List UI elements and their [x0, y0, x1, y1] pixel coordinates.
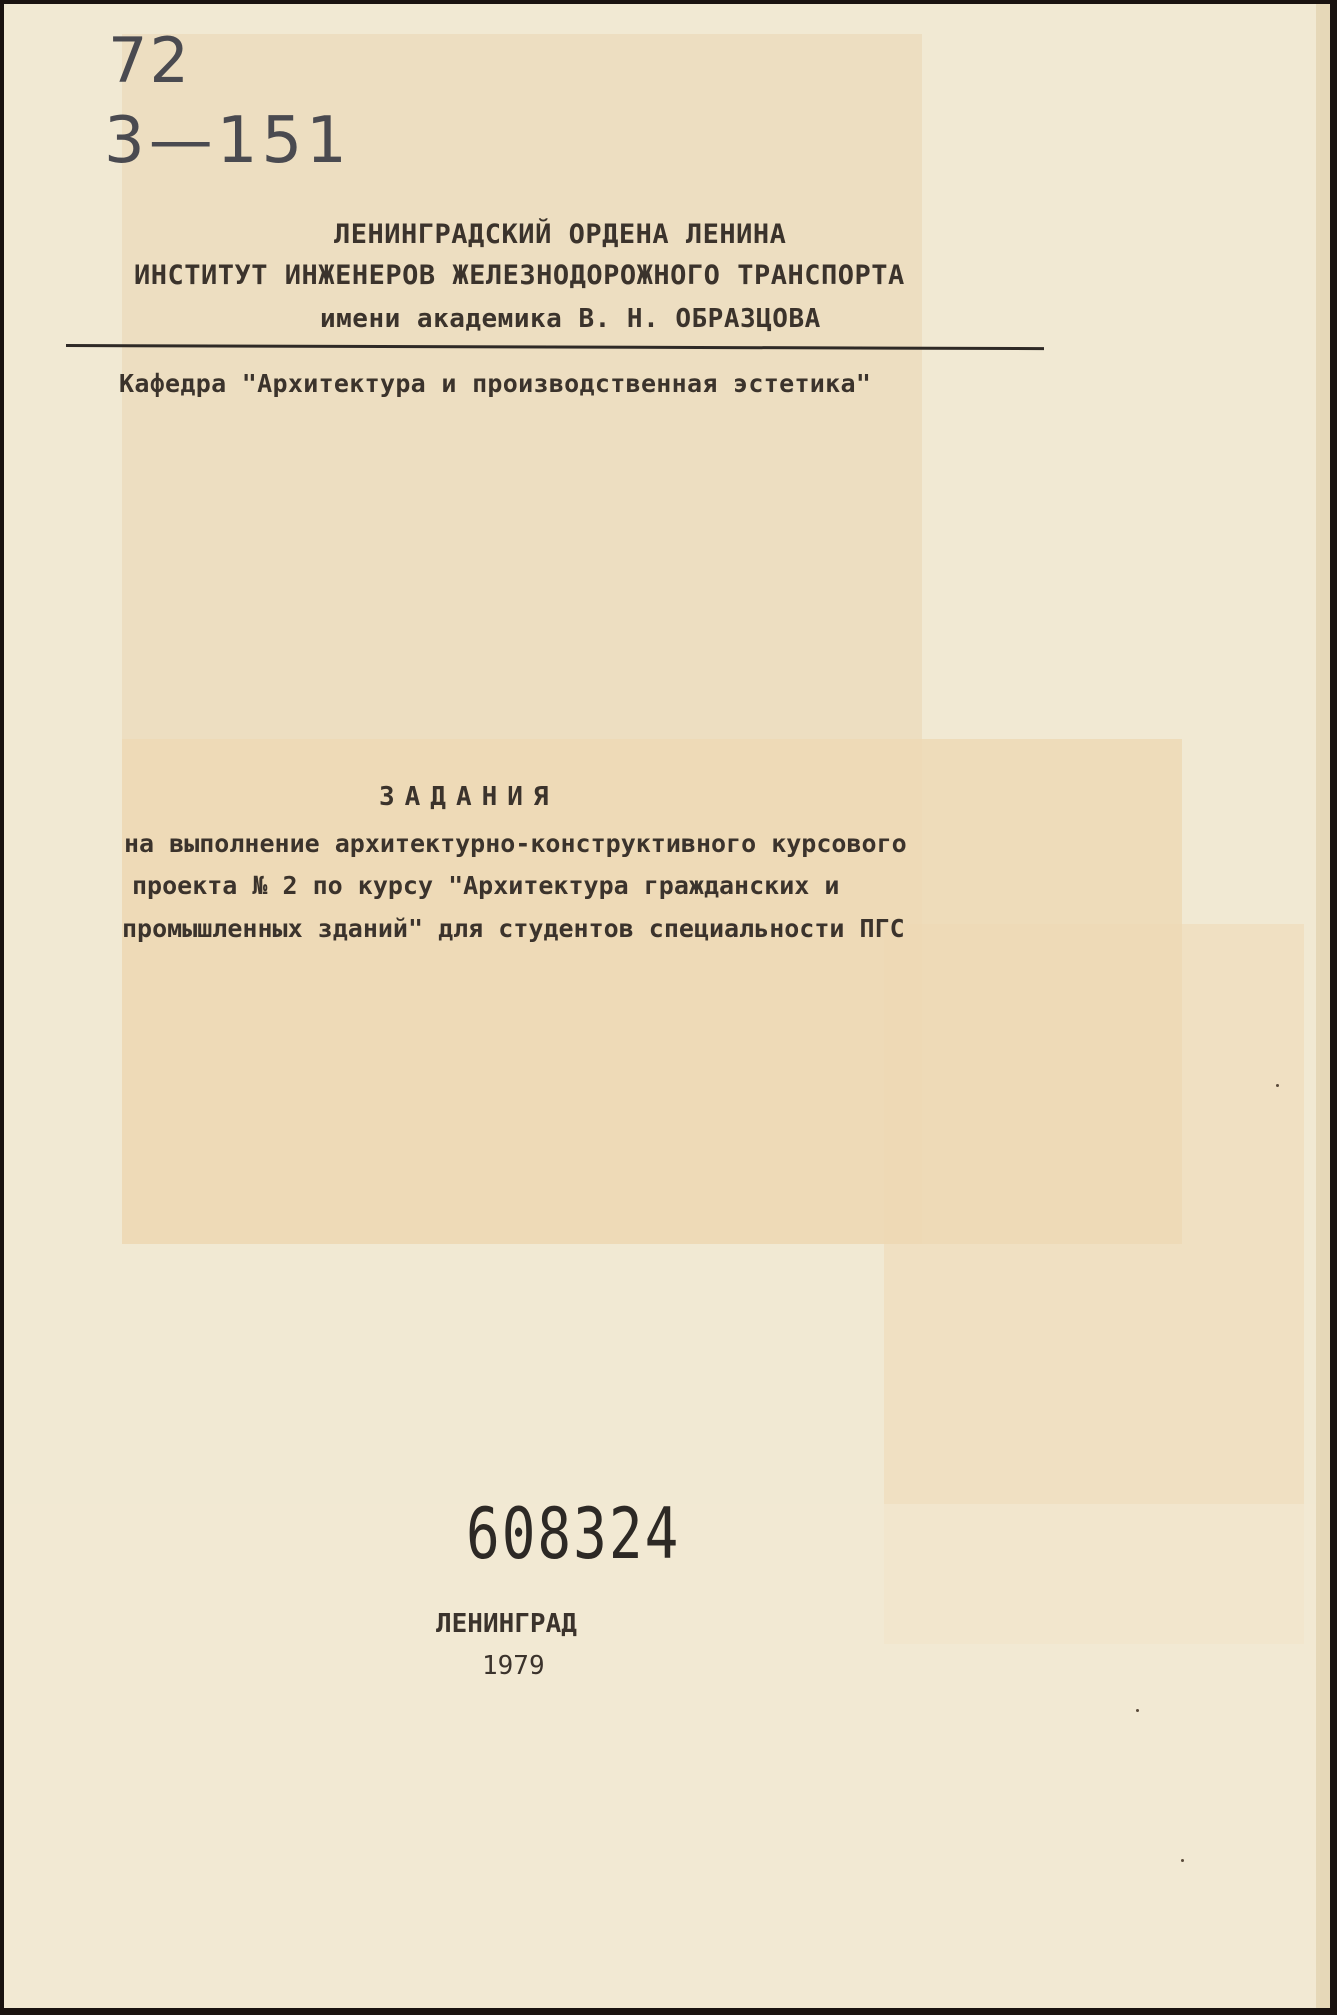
- document-title: ЗАДАНИЯ: [379, 782, 559, 812]
- paper-stain: [4, 1504, 1330, 2008]
- inventory-number-stamp: 608324: [466, 1494, 681, 1576]
- paper-speck: [1136, 1709, 1139, 1712]
- paper-edge: [1316, 4, 1330, 2008]
- paper-speck: [1276, 1084, 1279, 1087]
- publication-city: ЛЕНИНГРАД: [436, 1609, 577, 1639]
- description-line-2: проекта № 2 по курсу "Архитектура гражданских и: [132, 871, 840, 900]
- description-line-1: на выполнение архитектурно-конструктивного курсового: [124, 829, 907, 858]
- institution-line-1: ЛЕНИНГРАДСКИЙ ОРДЕНА ЛЕНИНА: [334, 219, 787, 250]
- handwritten-shelf-mark-line1: 72: [108, 24, 191, 97]
- description-line-3: промышленных зданий" для студентов специальности ПГС: [122, 914, 905, 943]
- department-name: Кафедра "Архитектура и производственная эстетика": [119, 369, 872, 398]
- document-page: [4, 4, 1330, 2008]
- paper-speck: [1181, 1859, 1184, 1862]
- institution-line-2: ИНСТИТУТ ИНЖЕНЕРОВ ЖЕЛЕЗНОДОРОЖНОГО ТРАНСПОРТА: [134, 260, 905, 291]
- handwritten-shelf-mark-line2: 3—151: [104, 104, 351, 178]
- publication-year: 1979: [482, 1651, 545, 1681]
- institution-line-3: имени академика В. Н. ОБРАЗЦОВА: [320, 304, 821, 334]
